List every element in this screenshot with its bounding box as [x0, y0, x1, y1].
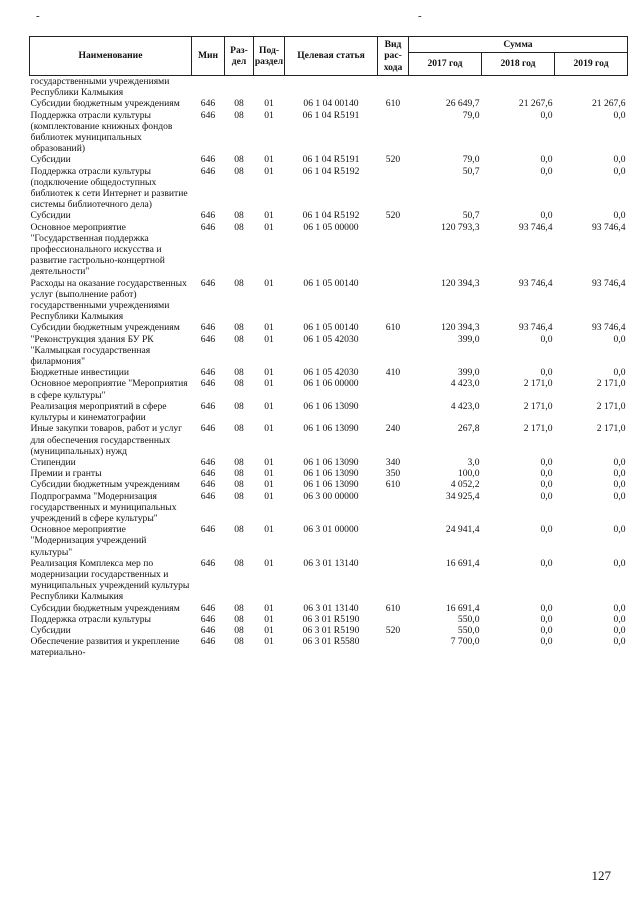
row-sum-2018: [482, 76, 555, 99]
row-name: Субсидии: [30, 210, 71, 222]
row-sum-2017: 100,0: [457, 468, 480, 480]
table-row: [30, 210, 628, 221]
row-sum-2017: 120 793,3: [441, 221, 480, 233]
row-vid-raskhoda: [378, 378, 409, 400]
table-row: [30, 614, 628, 625]
row-vid-raskhoda: 520: [385, 154, 401, 166]
row-sum-2019: 0,0: [613, 210, 626, 222]
row-razdel: 08: [234, 322, 244, 334]
header-summa: Сумма: [409, 37, 628, 53]
row-razdel: 08: [234, 468, 244, 480]
row-razdel: [225, 76, 254, 99]
row-sum-2017: 50,7: [462, 210, 480, 222]
row-min: 646: [200, 109, 216, 121]
row-name: Реализация мероприятий в сфере культуры и кинематографии: [30, 400, 167, 424]
row-sum-2019: 0,0: [613, 636, 626, 648]
row-sum-2018: 0,0: [540, 367, 553, 379]
row-sum-2019: 93 746,4: [591, 322, 626, 334]
row-razdel: 08: [234, 423, 244, 435]
row-sum-2018: 0,0: [540, 490, 553, 502]
row-min: [192, 76, 225, 99]
row-sum-2018: 93 746,4: [518, 277, 553, 289]
corner-mark-left: -: [36, 10, 40, 22]
header-razdel: Раз-дел: [225, 37, 254, 76]
row-sum-2017: 120 394,3: [441, 322, 480, 334]
row-razdel: 08: [234, 479, 244, 491]
row-vid-raskhoda: [378, 524, 409, 558]
row-vid-raskhoda: 410: [385, 367, 401, 379]
row-celevaya-statya: 06 1 04 R5192: [302, 210, 360, 222]
row-sum-2018: 0,0: [540, 479, 553, 491]
row-min: 646: [200, 277, 216, 289]
row-celevaya-statya: 06 3 00 00000: [303, 490, 359, 502]
row-sum-2018: 0,0: [540, 210, 553, 222]
row-vid-raskhoda: 520: [385, 624, 401, 636]
row-celevaya-statya: 06 1 06 13090: [303, 423, 359, 435]
row-celevaya-statya: 06 1 05 42030: [303, 367, 359, 379]
row-vid-raskhoda: [378, 76, 409, 99]
row-celevaya-statya: 06 1 05 42030: [303, 333, 359, 345]
row-sum-2019: 0,0: [613, 109, 626, 121]
table-row: [30, 468, 628, 479]
row-sum-2019: 0,0: [613, 490, 626, 502]
row-min: 646: [200, 165, 216, 177]
row-sum-2019: 0,0: [613, 479, 626, 491]
row-sum-2018: 2 171,0: [523, 378, 553, 390]
row-razdel: 08: [234, 602, 244, 614]
table-row: [30, 491, 628, 525]
row-sum-2017: 550,0: [457, 613, 480, 625]
row-sum-2017: 16 691,4: [445, 557, 480, 569]
row-podrazdel: 01: [264, 456, 274, 468]
row-sum-2019: 21 267,6: [591, 98, 626, 110]
corner-mark-right: -: [418, 10, 422, 22]
row-sum-2018: 93 746,4: [518, 322, 553, 334]
row-sum-2017: 267,8: [457, 423, 480, 435]
row-min: 646: [200, 154, 216, 166]
row-sum-2019: 2 171,0: [596, 423, 626, 435]
budget-table: [29, 36, 628, 659]
row-celevaya-statya: 06 3 01 13140: [303, 602, 359, 614]
row-podrazdel: 01: [264, 468, 274, 480]
row-vid-raskhoda: [378, 222, 409, 278]
row-sum-2019: 93 746,4: [591, 221, 626, 233]
row-sum-2019: 0,0: [613, 557, 626, 569]
header-2019: 2019 год: [555, 53, 628, 76]
row-podrazdel: 01: [264, 378, 274, 390]
row-min: 646: [200, 367, 216, 379]
row-name: Обеспечение развития и укрепление материально-: [30, 636, 180, 659]
page-number: 127: [591, 868, 611, 883]
row-min: 646: [200, 490, 216, 502]
row-name: Стипендии: [30, 456, 76, 468]
row-razdel: 08: [234, 333, 244, 345]
table-body: [30, 76, 628, 659]
row-razdel: 08: [234, 165, 244, 177]
row-name: Субсидии: [30, 154, 71, 166]
row-name: Поддержка отрасли культуры (подключение общедоступных библиотек к сети Интернет и развитие системы библиотечного дела): [30, 165, 188, 211]
row-razdel: 08: [234, 557, 244, 569]
row-razdel: 08: [234, 221, 244, 233]
row-sum-2019: 93 746,4: [591, 277, 626, 289]
row-sum-2018: 0,0: [540, 624, 553, 636]
row-min: 646: [200, 524, 216, 536]
row-podrazdel: 01: [264, 154, 274, 166]
row-vid-raskhoda: [378, 334, 409, 368]
row-sum-2017: [409, 76, 482, 99]
row-sum-2018: 0,0: [540, 109, 553, 121]
row-celevaya-statya: 06 3 01 R5190: [302, 624, 360, 636]
row-sum-2017: 24 941,4: [445, 524, 480, 536]
row-sum-2017: 4 052,2: [450, 479, 480, 491]
table-row: [30, 636, 628, 658]
row-min: 646: [200, 624, 216, 636]
row-vid-raskhoda: 350: [385, 468, 401, 480]
row-sum-2019: 0,0: [613, 624, 626, 636]
row-sum-2019: [555, 76, 628, 99]
table-row: [30, 457, 628, 468]
row-podrazdel: 01: [264, 277, 274, 289]
row-sum-2019: 0,0: [613, 456, 626, 468]
row-name: Субсидии бюджетным учреждениям: [30, 98, 180, 110]
row-sum-2017: 399,0: [457, 333, 480, 345]
row-sum-2019: 0,0: [613, 333, 626, 345]
row-vid-raskhoda: [378, 110, 409, 155]
table-row: [30, 558, 628, 603]
row-sum-2017: 3,0: [467, 456, 480, 468]
row-vid-raskhoda: 610: [385, 602, 401, 614]
row-sum-2019: 0,0: [613, 613, 626, 625]
row-podrazdel: 01: [264, 490, 274, 502]
row-celevaya-statya: 06 1 05 00000: [303, 221, 359, 233]
table-row: [30, 334, 628, 368]
row-name: государственными учреждениями Республики Калмыкия: [30, 76, 170, 99]
row-sum-2019: 0,0: [613, 165, 626, 177]
row-min: 646: [200, 98, 216, 110]
row-celevaya-statya: 06 1 05 00140: [303, 322, 359, 334]
row-name: Поддержка отрасли культуры (комплектование книжных фондов библиотек муниципальных образований): [30, 109, 173, 155]
row-celevaya-statya: 06 3 01 R5580: [302, 636, 360, 648]
row-celevaya-statya: 06 3 01 13140: [303, 557, 359, 569]
row-sum-2018: 2 171,0: [523, 400, 553, 412]
row-sum-2017: 4 423,0: [450, 378, 480, 390]
row-sum-2017: 399,0: [457, 367, 480, 379]
row-sum-2018: 93 746,4: [518, 221, 553, 233]
row-name: Премии и гранты: [30, 468, 102, 480]
row-celevaya-statya: 06 1 04 R5191: [302, 109, 360, 121]
row-razdel: 08: [234, 613, 244, 625]
row-podrazdel: 01: [264, 613, 274, 625]
row-sum-2018: 2 171,0: [523, 423, 553, 435]
row-sum-2017: 50,7: [462, 165, 480, 177]
table-row: [30, 423, 628, 457]
header-2018: 2018 год: [482, 53, 555, 76]
row-celevaya-statya: 06 1 06 13090: [303, 479, 359, 491]
row-celevaya-statya: 06 1 06 00000: [303, 378, 359, 390]
row-razdel: 08: [234, 378, 244, 390]
row-sum-2019: 2 171,0: [596, 378, 626, 390]
row-razdel: 08: [234, 400, 244, 412]
table-row: [30, 322, 628, 333]
row-sum-2018: 0,0: [540, 524, 553, 536]
row-sum-2019: 0,0: [613, 367, 626, 379]
row-podrazdel: 01: [264, 624, 274, 636]
table-row: [30, 378, 628, 400]
row-razdel: 08: [234, 456, 244, 468]
row-podrazdel: 01: [264, 322, 274, 334]
row-podrazdel: 01: [264, 636, 274, 648]
row-name: Субсидии бюджетным учреждениям: [30, 602, 180, 614]
row-sum-2019: 0,0: [613, 602, 626, 614]
table-row: [30, 154, 628, 165]
row-sum-2017: 79,0: [462, 109, 480, 121]
row-min: 646: [200, 602, 216, 614]
row-podrazdel: [254, 76, 285, 99]
header-podrazdel: Под-раздел: [254, 37, 285, 76]
header-vid-raskhoda: Вид рас-хода: [378, 37, 409, 76]
row-sum-2017: 16 691,4: [445, 602, 480, 614]
row-name: Подпрограмма "Модернизация государственных и муниципальных учреждений в сфере культуры": [30, 490, 177, 524]
row-name: Основное мероприятие "Государственная поддержка профессионального искусства и развитие гастрольно-концертной деятельности": [30, 221, 165, 278]
row-min: 646: [200, 378, 216, 390]
row-vid-raskhoda: [378, 491, 409, 525]
table-row: [30, 76, 628, 99]
row-sum-2017: 79,0: [462, 154, 480, 166]
row-vid-raskhoda: [378, 401, 409, 423]
row-name: Иные закупки товаров, работ и услуг для обеспечения государственных (муниципальных) нужд: [30, 423, 183, 457]
table-row: [30, 110, 628, 155]
row-razdel: 08: [234, 277, 244, 289]
row-vid-raskhoda: 340: [385, 456, 401, 468]
row-name: Субсидии бюджетным учреждениям: [30, 479, 180, 491]
row-min: 646: [200, 636, 216, 648]
row-min: 646: [200, 423, 216, 435]
row-podrazdel: 01: [264, 557, 274, 569]
row-razdel: 08: [234, 624, 244, 636]
row-celevaya-statya: 06 1 04 00140: [303, 98, 359, 110]
row-celevaya-statya: [285, 76, 378, 99]
row-celevaya-statya: 06 3 01 R5190: [302, 613, 360, 625]
row-razdel: 08: [234, 210, 244, 222]
row-vid-raskhoda: [378, 614, 409, 625]
row-sum-2018: 0,0: [540, 154, 553, 166]
row-sum-2017: 550,0: [457, 624, 480, 636]
row-celevaya-statya: 06 1 04 R5192: [302, 165, 360, 177]
row-min: 646: [200, 557, 216, 569]
row-min: 646: [200, 479, 216, 491]
row-podrazdel: 01: [264, 98, 274, 110]
row-celevaya-statya: 06 1 06 13090: [303, 400, 359, 412]
table-row: [30, 222, 628, 278]
row-name: Бюджетные инвестиции: [30, 367, 129, 379]
row-sum-2018: 0,0: [540, 602, 553, 614]
row-razdel: 08: [234, 636, 244, 648]
row-celevaya-statya: 06 1 06 13090: [303, 456, 359, 468]
row-vid-raskhoda: 610: [385, 98, 401, 110]
row-razdel: 08: [234, 524, 244, 536]
row-sum-2018: 0,0: [540, 333, 553, 345]
row-vid-raskhoda: [378, 558, 409, 603]
table-header: [30, 37, 628, 76]
row-sum-2018: 0,0: [540, 636, 553, 648]
row-sum-2018: 21 267,6: [518, 98, 553, 110]
row-podrazdel: 01: [264, 524, 274, 536]
header-2017: 2017 год: [409, 53, 482, 76]
table-row: [30, 625, 628, 636]
row-sum-2017: 7 700,0: [450, 636, 480, 648]
row-podrazdel: 01: [264, 221, 274, 233]
header-min: Мин: [192, 37, 225, 76]
row-podrazdel: 01: [264, 367, 274, 379]
row-podrazdel: 01: [264, 602, 274, 614]
row-sum-2018: 0,0: [540, 165, 553, 177]
row-sum-2019: 0,0: [613, 154, 626, 166]
row-sum-2018: 0,0: [540, 557, 553, 569]
table-row: [30, 479, 628, 490]
row-vid-raskhoda: 610: [385, 479, 401, 491]
row-sum-2018: 0,0: [540, 468, 553, 480]
header-celevaya-statya: Целевая статья: [285, 37, 378, 76]
table-row: [30, 98, 628, 109]
row-sum-2018: 0,0: [540, 613, 553, 625]
row-podrazdel: 01: [264, 479, 274, 491]
row-razdel: 08: [234, 490, 244, 502]
row-razdel: 08: [234, 98, 244, 110]
row-vid-raskhoda: 520: [385, 210, 401, 222]
table-row: [30, 166, 628, 211]
table-row: [30, 367, 628, 378]
row-vid-raskhoda: 610: [385, 322, 401, 334]
row-celevaya-statya: 06 1 06 13090: [303, 468, 359, 480]
row-name: Основное мероприятие "Мероприятия в сфере культуры": [30, 378, 188, 401]
row-min: 646: [200, 322, 216, 334]
row-razdel: 08: [234, 109, 244, 121]
row-vid-raskhoda: [378, 636, 409, 658]
row-min: 646: [200, 613, 216, 625]
row-name: Субсидии бюджетным учреждениям: [30, 322, 180, 334]
row-name: Реализация Комплекса мер по модернизации государственных и муниципальных учреждений культуры Республики Калмыкия: [30, 557, 190, 603]
row-razdel: 08: [234, 154, 244, 166]
row-sum-2017: 26 649,7: [445, 98, 480, 110]
row-min: 646: [200, 468, 216, 480]
row-podrazdel: 01: [264, 400, 274, 412]
row-celevaya-statya: 06 3 01 00000: [303, 524, 359, 536]
row-celevaya-statya: 06 1 05 00140: [303, 277, 359, 289]
row-name: Поддержка отрасли культуры: [30, 613, 151, 625]
row-min: 646: [200, 210, 216, 222]
row-razdel: 08: [234, 367, 244, 379]
row-min: 646: [200, 456, 216, 468]
row-vid-raskhoda: 240: [385, 423, 401, 435]
row-sum-2019: 0,0: [613, 524, 626, 536]
row-podrazdel: 01: [264, 333, 274, 345]
row-sum-2017: 4 423,0: [450, 400, 480, 412]
row-podrazdel: 01: [264, 109, 274, 121]
table-row: [30, 524, 628, 558]
row-sum-2018: 0,0: [540, 456, 553, 468]
row-name: Расходы на оказание государственных услуг (выполнение работ) государственными учреждениями Республики Калмыкия: [30, 277, 187, 323]
row-vid-raskhoda: [378, 166, 409, 211]
row-podrazdel: 01: [264, 423, 274, 435]
row-vid-raskhoda: [378, 278, 409, 323]
row-min: 646: [200, 333, 216, 345]
row-celevaya-statya: 06 1 04 R5191: [302, 154, 360, 166]
row-sum-2019: 0,0: [613, 468, 626, 480]
header-name: Наименование: [30, 37, 192, 76]
table-row: [30, 603, 628, 614]
row-sum-2019: 2 171,0: [596, 400, 626, 412]
row-name: "Реконструкция здания БУ РК "Калмыцкая государственная филармония": [30, 333, 154, 368]
row-name: Основное мероприятие "Модернизация учреждений культуры": [30, 524, 147, 558]
row-podrazdel: 01: [264, 165, 274, 177]
row-sum-2017: 120 394,3: [441, 277, 480, 289]
row-min: 646: [200, 400, 216, 412]
table-row: [30, 278, 628, 323]
row-podrazdel: 01: [264, 210, 274, 222]
row-min: 646: [200, 221, 216, 233]
row-name: Субсидии: [30, 624, 71, 636]
table-row: [30, 401, 628, 423]
row-sum-2017: 34 925,4: [445, 490, 480, 502]
